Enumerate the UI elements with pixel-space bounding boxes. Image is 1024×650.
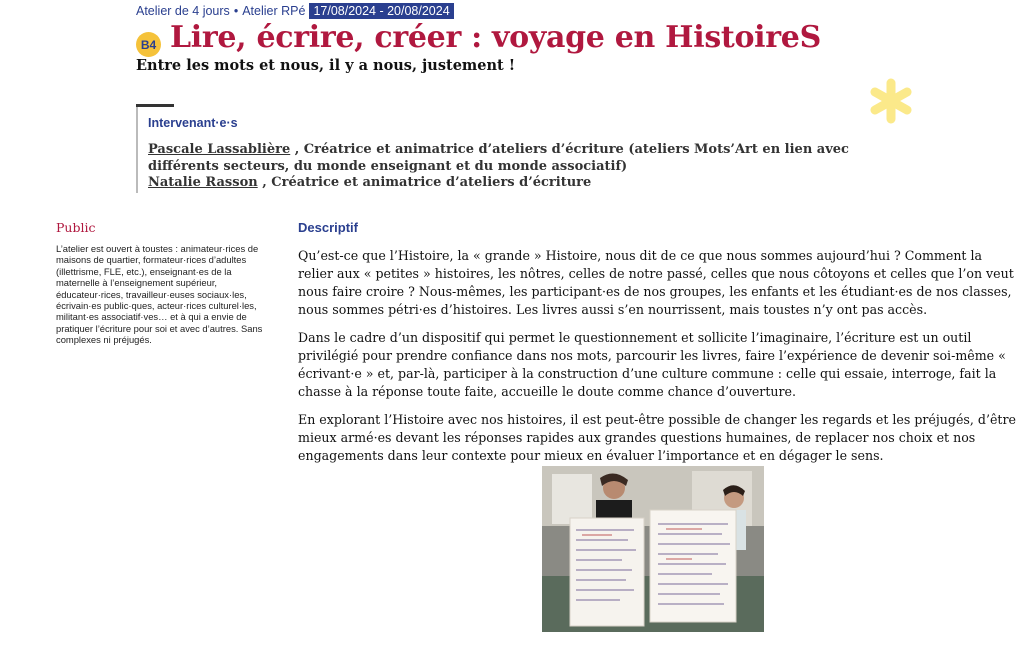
intervenants-heading: Intervenant·e·s: [148, 116, 238, 130]
descriptif-paragraph: Qu’est-ce que l’Histoire, la « grande » Histoire, nous dit de ce que nous sommes aujourd’hui ? Comment la relier aux « petites » histoires, les nôtres, celles de notre passé, celles que nous côtoyons et celles que l’on veut nous faire croire ? Nous-mêmes, les participant·es de nos groupes, les enfants et les étudiant·es de nos classes, nous sommes pétri·es d’histoires. Les livres aussi s’en nourrissent, mais toustes n’y ont pas accès.: [298, 248, 1014, 317]
meta-type: Atelier RPé: [242, 4, 306, 18]
public-description: L’atelier est ouvert à toustes : animateur·rices de maisons de quartier, formateur·rices d’adultes (illettrisme, FLE, etc.), enseignant·es de la maternelle à l’enseignement supérieur, éducateur·rices, travailleur·euses sociaux·les, écrivain·es public·ques, acteur·rices culturel·les, militant·es associatif·ves… et à qui a envie de pratiquer l’écriture pour soi et avec d’autres. Sans complexes ni préjugés.: [56, 243, 263, 346]
date-range: 17/08/2024 - 20/08/2024: [309, 3, 453, 19]
intervenant-item: [148, 175, 908, 192]
public-heading: Public: [56, 220, 96, 235]
workshop-photo: [542, 466, 764, 632]
descriptif-body: [298, 247, 1018, 475]
descriptif-paragraph: Dans le cadre d’un dispositif qui permet le questionnement et sollicite l’imaginaire, l’écriture est un outil privilégié pour prendre confiance dans nos mots, parcourir les livres, faire l’expérience de devenir soi-même « écrivant·e » et, par-là, participer à la construction d’une culture commune : celle qui essaie, interroge, fait la chasse à la réponse toute faite, accueille le doute comme chance d’ouverture.: [298, 330, 1006, 399]
asterisk-icon: [868, 78, 914, 124]
intervenant-name-link[interactable]: Natalie Rasson: [148, 175, 258, 190]
intervenant-item: [148, 142, 908, 175]
meta-separator: •: [233, 4, 239, 18]
workshop-code-badge: B4: [136, 32, 161, 57]
meta-duration: Atelier de 4 jours: [136, 4, 230, 18]
page-subtitle: Entre les mots et nous, il y a nous, justement !: [136, 57, 516, 74]
intervenants-side-rule: [136, 107, 138, 193]
intervenant-name-link[interactable]: Pascale Lassablière: [148, 142, 291, 157]
intervenants-top-rule: [136, 104, 174, 107]
descriptif-heading: Descriptif: [298, 220, 358, 235]
page-title: Lire, écrire, créer : voyage en HistoireS: [170, 20, 821, 55]
descriptif-paragraph: En explorant l’Histoire avec nos histoires, il est peut-être possible de changer les regards et les préjugés, d’être mieux armé·es devant les réponses rapides aux grandes questions humaines, de replacer nos choix et nos engagements dans leur contexte pour mieux en évaluer l’importance et en dégager le sens.: [298, 412, 1016, 463]
intervenants-list: [148, 142, 908, 192]
intervenant-role: , Créatrice et animatrice d’ateliers d’écriture: [257, 175, 592, 190]
intervenant-role: , Créatrice et animatrice d’ateliers d’écriture (ateliers Mots’Art en lien avec différents secteurs, du monde enseignant et du monde associatif): [148, 142, 849, 174]
header-meta: [136, 3, 454, 19]
